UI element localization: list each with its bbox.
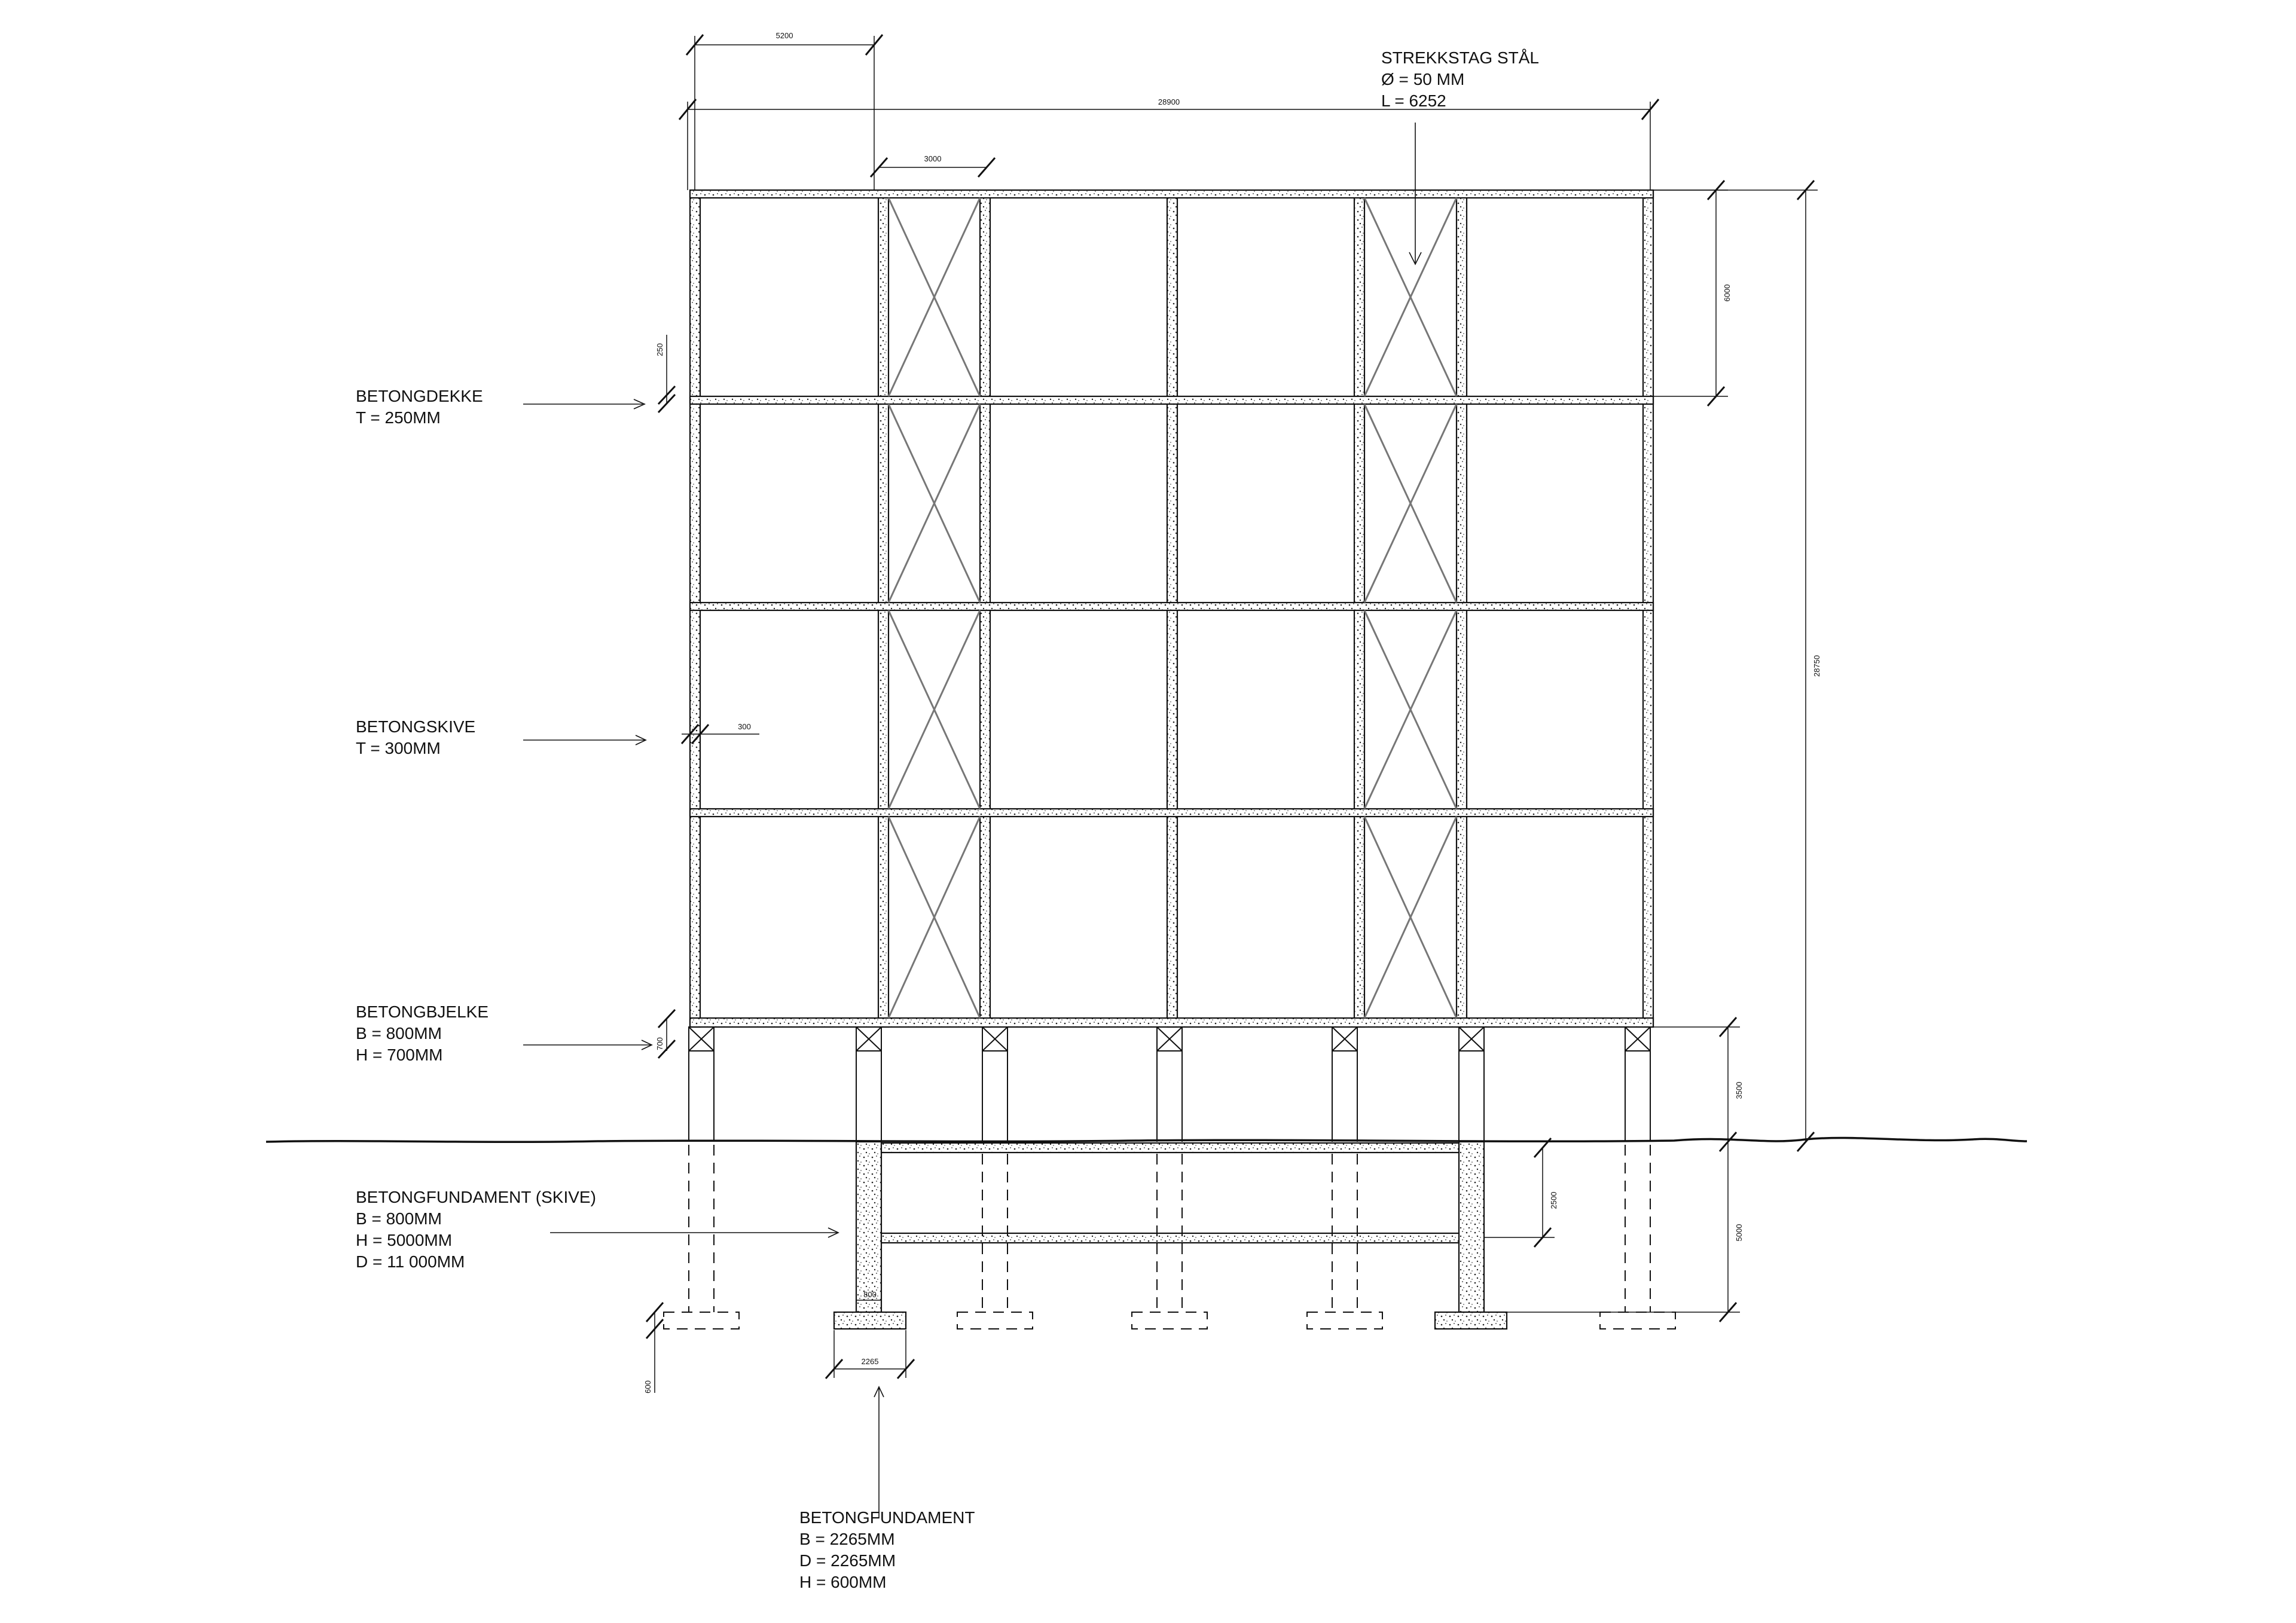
dim-wall-thickness: 300 bbox=[738, 722, 751, 731]
column-4 bbox=[1157, 1027, 1182, 1142]
dim-total-width: 28900 bbox=[1158, 97, 1180, 106]
label-line: Ø = 50 MM bbox=[1381, 70, 1465, 88]
label-title: STREKKSTAG STÅL bbox=[1381, 48, 1539, 67]
label-line: T = 250MM bbox=[356, 408, 441, 427]
column-3 bbox=[982, 1027, 1007, 1142]
ground-line bbox=[266, 1138, 2027, 1142]
label-tie-rod bbox=[1381, 48, 1539, 110]
frame bbox=[690, 190, 1653, 1027]
label-beam bbox=[356, 1002, 488, 1064]
label-title: BETONGBJELKE bbox=[356, 1002, 489, 1021]
label-line: B = 800MM bbox=[356, 1024, 442, 1043]
column-1 bbox=[689, 1027, 714, 1142]
foundation-beam-mid bbox=[881, 1233, 1459, 1243]
dim-pad-width: 2265 bbox=[861, 1357, 879, 1366]
label-title: BETONGDEKKE bbox=[356, 387, 483, 405]
label-wall-foundation bbox=[356, 1188, 596, 1271]
label-line: B = 2265MM bbox=[799, 1530, 895, 1548]
column-6 bbox=[1459, 1027, 1484, 1142]
roof-deck bbox=[690, 190, 1653, 198]
column-2 bbox=[856, 1027, 881, 1142]
label-wall bbox=[356, 717, 475, 757]
dim-total-height: 28750 bbox=[1812, 655, 1821, 677]
foundation-pad-right bbox=[1435, 1312, 1507, 1329]
hidden-foundation-columns bbox=[689, 1145, 1650, 1312]
dim-floor-height: 6000 bbox=[1723, 284, 1732, 302]
column-5 bbox=[1332, 1027, 1357, 1142]
foundation-wall-left bbox=[856, 1142, 881, 1312]
dim-braced-bay: 3000 bbox=[924, 154, 942, 163]
dim-column-height: 3500 bbox=[1735, 1081, 1744, 1099]
label-line: B = 800MM bbox=[356, 1209, 442, 1228]
label-pad-foundation bbox=[799, 1508, 975, 1591]
dim-beam-height: 700 bbox=[655, 1037, 664, 1050]
label-deck bbox=[356, 387, 483, 427]
foundation-pad-left bbox=[834, 1312, 906, 1329]
dim-deck-thickness: 250 bbox=[655, 343, 664, 356]
label-line: H = 5000MM bbox=[356, 1231, 453, 1249]
dim-bay-width: 5200 bbox=[775, 31, 793, 40]
dim-foundation-wall: 800 bbox=[863, 1290, 877, 1299]
dimension-lines bbox=[646, 35, 1818, 1393]
label-title: BETONGFUNDAMENT (SKIVE) bbox=[356, 1188, 596, 1206]
hidden-pad-footings bbox=[664, 1312, 1675, 1329]
floor-deck-1 bbox=[690, 1018, 1653, 1027]
foundation-wall-right bbox=[1459, 1142, 1484, 1312]
floor-deck-2 bbox=[690, 809, 1653, 817]
label-line: D = 11 000MM bbox=[356, 1252, 465, 1271]
foundations bbox=[664, 1142, 1675, 1329]
dim-foundation-inner: 2500 bbox=[1549, 1191, 1558, 1209]
column-7 bbox=[1625, 1027, 1650, 1142]
ground-columns bbox=[689, 1027, 1650, 1142]
dim-foundation-depth: 5000 bbox=[1735, 1224, 1744, 1242]
label-line: D = 2265MM bbox=[799, 1551, 896, 1570]
floor-deck-4 bbox=[690, 396, 1653, 404]
dim-pad-height: 600 bbox=[643, 1380, 652, 1393]
label-line: H = 700MM bbox=[356, 1046, 443, 1064]
floor-deck-3 bbox=[690, 603, 1653, 610]
label-line: H = 600MM bbox=[799, 1573, 887, 1591]
label-title: BETONGSKIVE bbox=[356, 717, 476, 736]
label-title: BETONGFUNDAMENT bbox=[799, 1508, 975, 1527]
label-line: L = 6252 bbox=[1381, 91, 1446, 110]
label-line: T = 300MM bbox=[356, 739, 441, 757]
foundation-beam-top bbox=[881, 1143, 1459, 1153]
